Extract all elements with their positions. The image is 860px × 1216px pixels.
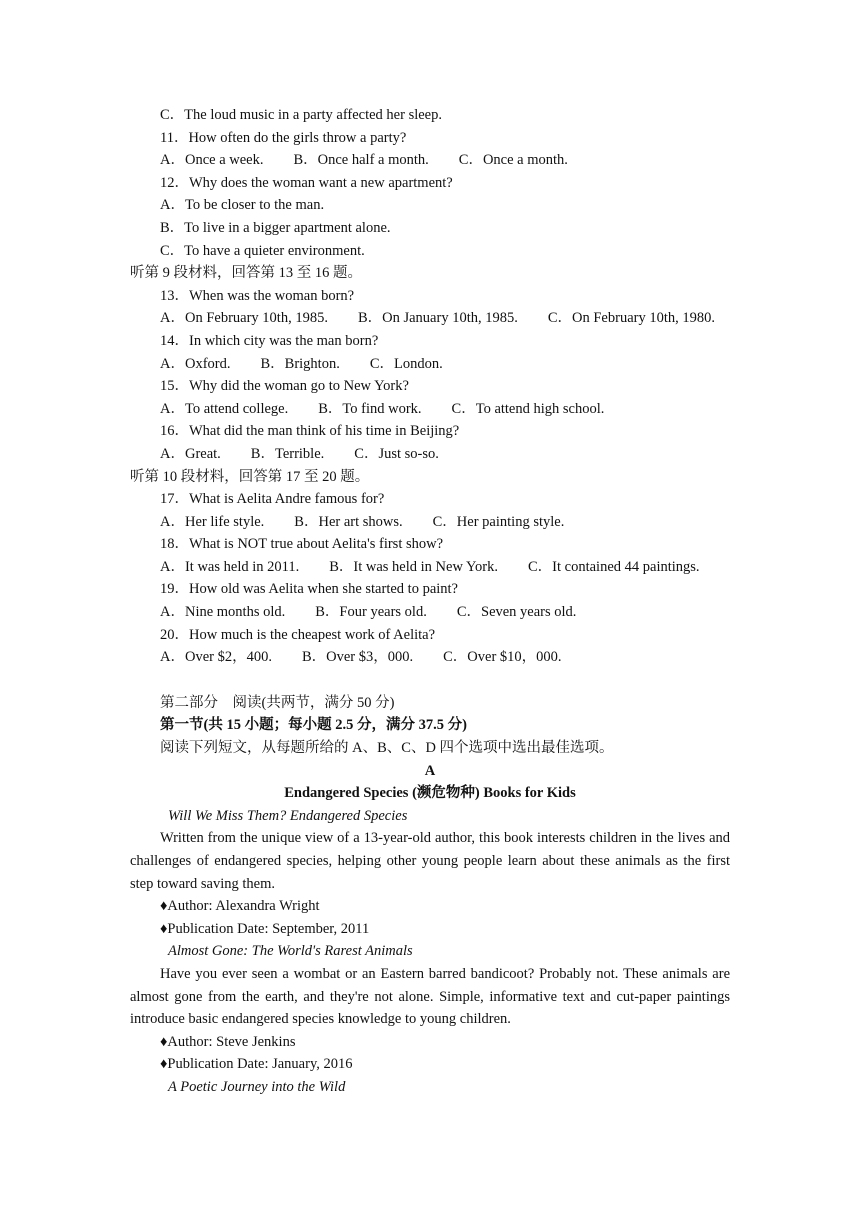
q16-question: 16．What did the man think of his time in Beijing? [160, 423, 460, 440]
q14-option-b: B．Brighton. [260, 355, 340, 372]
q15-option-b: B．To find work. [318, 400, 422, 417]
q14-option-c: C．London. [369, 355, 443, 372]
book-2-title: Almost Gone: The World's Rarest Animals [168, 943, 413, 960]
section-9-instruction: 听第 9 段材料，回答第 13 至 16 题。 [130, 265, 362, 282]
book-2-date: ♦Publication Date: January, 2016 [160, 1056, 353, 1073]
q20-option-b: B．Over $3，000. [301, 649, 414, 666]
q19-option-b: B．Four years old. [315, 604, 427, 621]
q13-option-b: B．On January 10th, 1985. [357, 310, 518, 327]
book-1-title: Will We Miss Them? Endangered Species [168, 807, 408, 824]
q12-option-b: B．To live in a bigger apartment alone. [160, 219, 391, 236]
q12-option-c: C．To have a quieter environment. [160, 242, 365, 259]
q20-question: 20．How much is the cheapest work of Aelita? [160, 626, 436, 643]
q17-option-c: C．Her painting style. [432, 513, 565, 530]
q16-option-b: B．Terrible. [250, 445, 325, 462]
q15-question: 15．Why did the woman go to New York? [160, 378, 409, 395]
q19-question: 19．How old was Aelita when she started to paint? [160, 581, 458, 598]
q11-option-b: B．Once half a month. [293, 152, 429, 169]
q18-question: 18．What is NOT true about Aelita's first show? [160, 536, 444, 553]
part-two-title: 第二部分 阅读(共两节，满分 50 分) [160, 694, 395, 711]
section-10-instruction: 听第 10 段材料，回答第 17 至 20 题。 [130, 468, 370, 485]
q17-option-a: A．Her life style. [160, 513, 265, 530]
q12-option-a: A．To be closer to the man. [160, 197, 325, 214]
q18-option-a: A．It was held in 2011. [160, 558, 300, 575]
q11-options [130, 149, 730, 172]
book-3-title: A Poetic Journey into the Wild [168, 1078, 346, 1095]
q14-options [130, 353, 730, 376]
q10-option-c: C．The loud music in a party affected her sleep. [160, 107, 442, 123]
book-1-date: ♦Publication Date: September, 2011 [160, 920, 370, 937]
book-2-description: Have you ever seen a wombat or an Eastern barred bandicoot? Probably not. These animals are almost gone from the earth, and they're not alone. Simple, informative text and cut-paper paintings introduce basic endangered species knowledge to young children. [130, 965, 730, 1028]
q14-question: 14．In which city was the man born? [160, 332, 379, 349]
q17-options [130, 511, 730, 534]
q19-option-c: C．Seven years old. [456, 604, 577, 621]
q20-options [130, 646, 730, 669]
section-one-title: 第一节(共 15 小题；每小题 2.5 分，满分 37.5 分) [160, 717, 467, 734]
q17-question: 17．What is Aelita Andre famous for? [160, 491, 385, 508]
q11-option-c: C．Once a month. [458, 152, 568, 169]
q12-question: 12．Why does the woman want a new apartment? [160, 174, 453, 191]
q18-options [130, 556, 730, 579]
section-gap [130, 669, 730, 692]
q11-question: 11．How often do the girls throw a party? [160, 129, 407, 146]
q19-options [130, 601, 730, 624]
passage-letter: A [424, 762, 436, 779]
q16-option-c: C．Just so-so. [354, 445, 439, 462]
q16-option-a: A．Great. [160, 445, 221, 462]
book-2-author: ♦Author: Steve Jenkins [160, 1033, 296, 1050]
q15-option-c: C．To attend high school. [451, 400, 605, 417]
q13-options [130, 307, 730, 330]
exam-page [130, 104, 730, 1099]
q11-option-a: A．Once a week. [160, 152, 264, 169]
q17-option-b: B．Her art shows. [294, 513, 403, 530]
book-1-author: ♦Author: Alexandra Wright [160, 898, 320, 915]
q14-option-a: A．Oxford. [160, 355, 231, 372]
reading-instruction: 阅读下列短文，从每题所给的 A、B、C、D 四个选项中选出最佳选项。 [160, 740, 614, 757]
book-1-description: Written from the unique view of a 13-year-old author, this book interests children in the lives and challenges of endangered species, helping other young people learn about these animals as the first step toward saving them. [130, 830, 730, 892]
q20-option-c: C．Over $10，000. [443, 649, 562, 666]
q13-option-c: C．On February 10th, 1980. [547, 310, 715, 327]
q18-option-b: B．It was held in New York. [329, 558, 498, 575]
q19-option-a: A．Nine months old. [160, 604, 286, 621]
passage-title: Endangered Species (濒危物种) Books for Kids [284, 785, 576, 802]
q15-options [130, 398, 730, 421]
q18-option-c: C．It contained 44 paintings. [527, 558, 700, 575]
q20-option-a: A．Over $2，400. [160, 649, 272, 666]
q13-option-a: A．On February 10th, 1985. [160, 310, 328, 327]
q15-option-a: A．To attend college. [160, 400, 289, 417]
q13-question: 13．When was the woman born? [160, 287, 355, 304]
q16-options [130, 443, 730, 466]
